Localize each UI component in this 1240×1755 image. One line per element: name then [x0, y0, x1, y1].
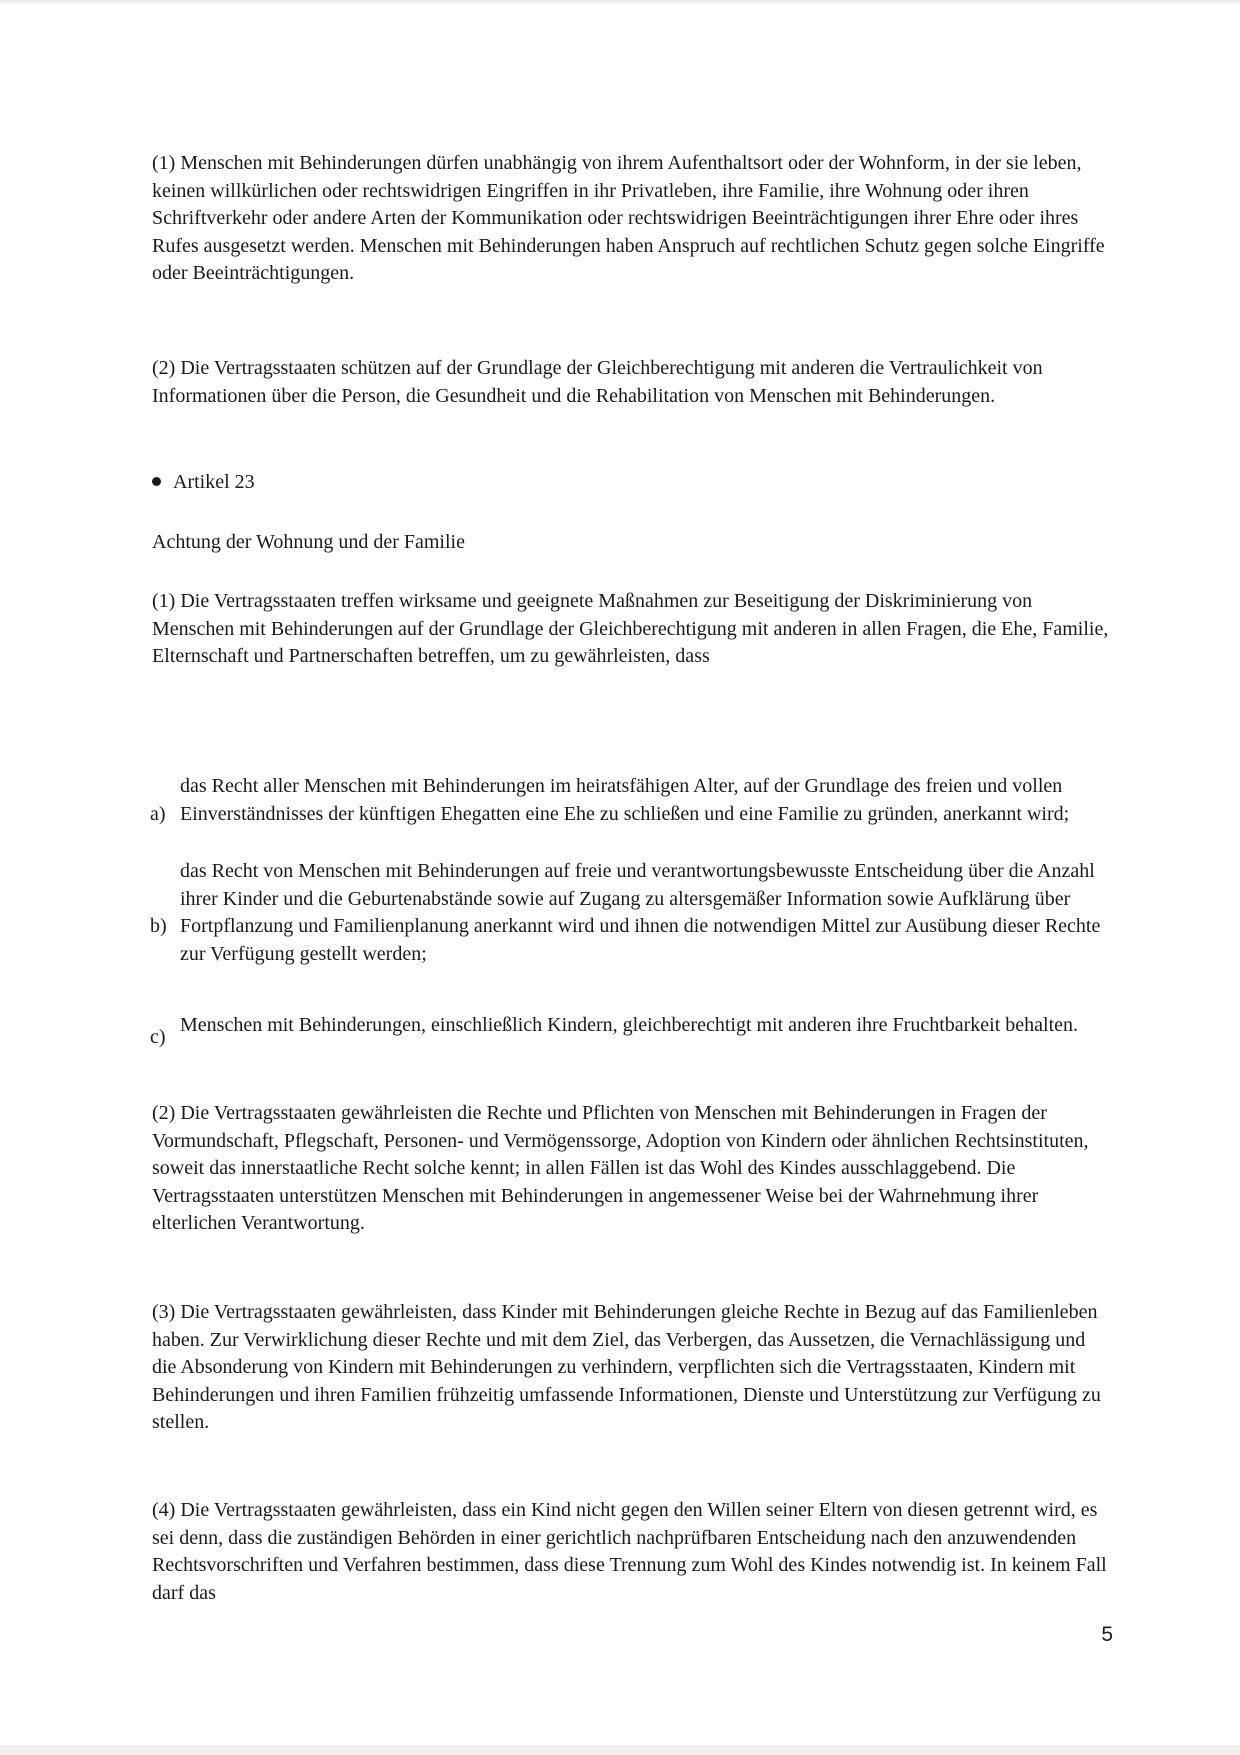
article-paragraph-3: (3) Die Vertragsstaaten gewährleisten, dass Kinder mit Behinderungen gleiche Rechte in Bezug auf das Familienleben haben. Zur Verwirklichung dieser Rechte und mit dem Ziel, das Verbergen, das Aussetzen, die Vernachlässigung und die Absonderung von Kindern mit Behinderungen zu verhindern, verpflichten sich die Vertragsstaaten, Kindern mit Behinderungen und ihren Familien frühzeitig umfassende Informationen, Dienste und Unterstützung zur Verfügung zu stellen. [152, 1301, 1101, 1433]
article-paragraph-4: (4) Die Vertragsstaaten gewährleisten, dass ein Kind nicht gegen den Willen seiner Eltern von diesen getrennt wird, es sei denn, dass die zuständigen Behörden in einer gerichtlich nachprüfbaren Entscheidung nach den anzuwendenden Rechtsvorschriften und Verfahren bestimmen, dass diese Trennung zum Wohl des Kindes notwendig ist. In keinem Fall darf das [152, 1499, 1107, 1604]
paragraph-1: (1) Menschen mit Behinderungen dürfen unabhängig von ihrem Aufenthaltsort oder der Wohnform, in der sie leben, keinen willkürlichen oder rechtswidrigen Eingriffen in ihr Privatleben, ihre Familie, ihre Wohnung oder ihren Schriftverkehr oder andere Arten der Kommunikation oder rechtswidrigen Beeinträchtigungen ihrer Ehre oder ihres Rufes ausgesetzt werden. Menschen mit Behinderungen haben Anspruch auf rechtlichen Schutz gegen solche Eingriffe oder Beeinträchtigungen. [152, 152, 1105, 284]
list-item-text: das Recht aller Menschen mit Behinderungen im heiratsfähigen Alter, auf der Grundlage des freien und vollen Einverständnisses der künftigen Ehegatten eine Ehe zu schließen und eine Familie zu gründen, anerkannt wird; [180, 775, 1070, 825]
list-marker: c) [150, 1026, 166, 1048]
scan-edge-bottom [0, 1745, 1240, 1755]
paragraph-2: (2) Die Vertragsstaaten schützen auf der Grundlage der Gleichberechtigung mit anderen die Vertraulichkeit von Informationen über die Person, die Gesundheit und die Rehabilitation von Menschen mit Behinderungen. [152, 357, 1043, 407]
list-marker: a) [150, 802, 166, 825]
article-paragraph-1: (1) Die Vertragsstaaten treffen wirksame und geeignete Maßnahmen zur Beseitigung der Diskriminierung von Menschen mit Behinderungen auf der Grundlage der Gleichberechtigung mit anderen in allen Fragen, die Ehe, Familie, Elternschaft und Partnerschaften betreffen, um zu gewährleisten, dass [152, 590, 1109, 667]
article-heading-line [152, 468, 255, 496]
article-title: Achtung der Wohnung und der Familie [152, 531, 465, 553]
article-label: Artikel 23 [173, 471, 255, 493]
bullet-icon [152, 477, 161, 486]
page-number: 5 [1101, 1623, 1113, 1646]
list-marker: b) [150, 915, 167, 937]
article-paragraph-2: (2) Die Vertragsstaaten gewährleisten die Rechte und Pflichten von Menschen mit Behinderungen in Fragen der Vormundschaft, Pflegschaft, Personen- und Vermögenssorge, Adoption von Kindern oder ähnlichen Rechtsinstituten, soweit das innerstaatliche Recht solche kennt; in allen Fällen ist das Wohl des Kindes ausschlaggebend. Die Vertragsstaaten unterstützen Menschen mit Behinderungen in angemessener Weise bei der Wahrnehmung ihrer elterlichen Verantwortung. [152, 1102, 1089, 1234]
list-item-text: Menschen mit Behinderungen, einschließlich Kindern, gleichberechtigt mit anderen ihre Fruchtbarkeit behalten. [180, 1014, 1079, 1036]
scan-edge-top [0, 0, 1240, 3]
list-item-text: das Recht von Menschen mit Behinderungen auf freie und verantwortungsbewusste Entscheidung über die Anzahl ihrer Kinder und die Geburtenabstände sowie auf Zugang zu altersgemäßer Information sowie Aufklärung über Fortpflanzung und Familienplanung anerkannt wird und ihnen die notwendigen Mittel zur Ausübung dieser Rechte zur Verfügung gestellt werden; [180, 860, 1101, 965]
